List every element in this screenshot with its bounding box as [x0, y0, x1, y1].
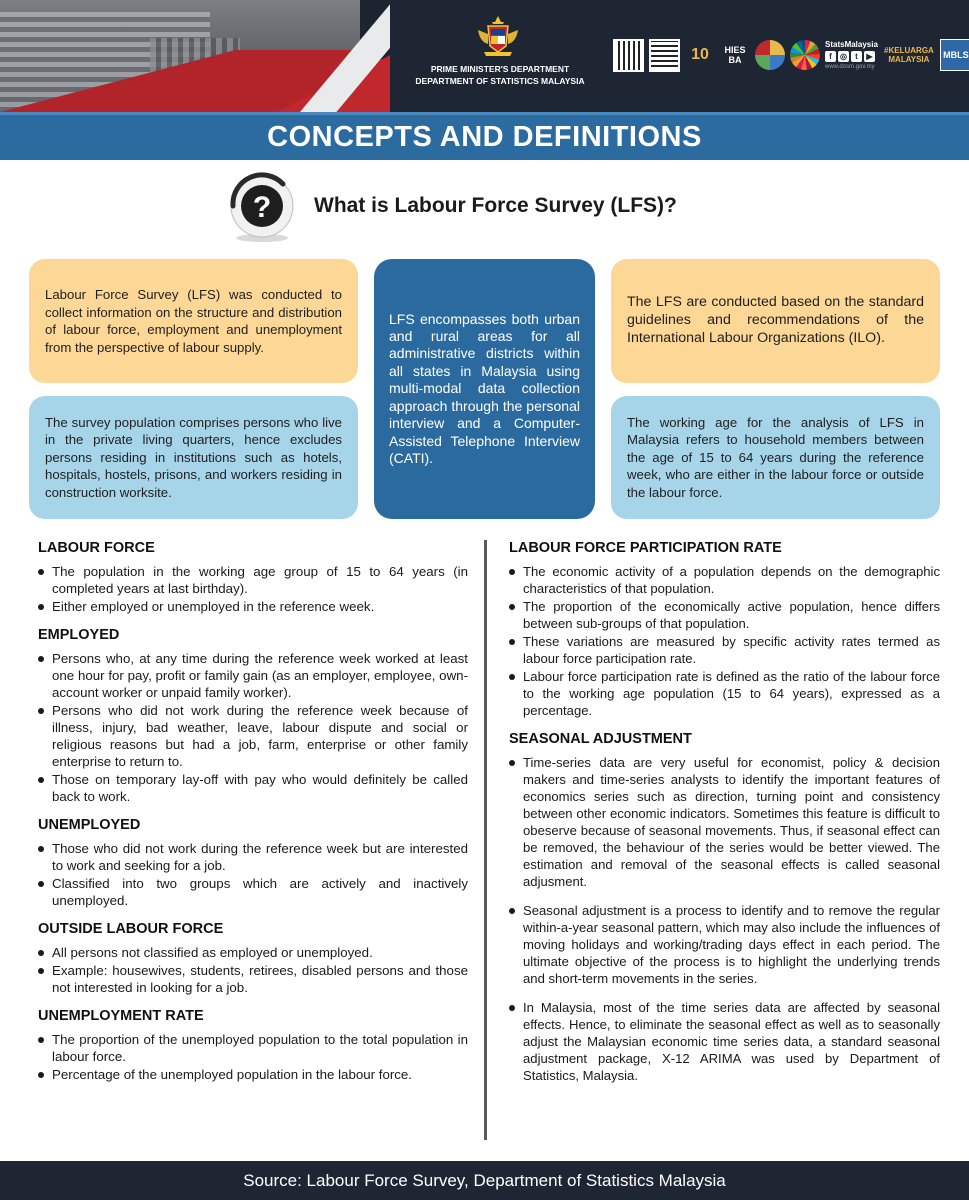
bullet-item [38, 771, 468, 805]
bullet-item [38, 875, 468, 909]
page-header [0, 0, 969, 112]
card-text: The survey population comprises persons who live in the private living quarters, hence excludes persons residing in institutions such as hotels, hospitals, hostels, prisons, and workers residing in construction worksite. [45, 414, 342, 500]
section-title: LABOUR FORCE PARTICIPATION RATE [509, 540, 782, 556]
bullet-item [509, 633, 940, 667]
bullet-text: In Malaysia, most of the time series data are affected by seasonal effects. Hence, to eliminate the seasonal effect as well as to seasonally adjust the Malaysian economic time series data, a standard seasonal adjustment package, X-12 ARIMA was used by Department of Statistics, Malaysia. [523, 1000, 940, 1083]
info-card-purpose [29, 259, 358, 383]
bullet-icon [509, 639, 515, 645]
social-icons [825, 51, 875, 62]
info-card-population [29, 396, 358, 519]
bullet-item [38, 944, 468, 961]
bullet-icon [38, 881, 44, 887]
bullet-text: The proportion of the unemployed population to the total population in labour force. [52, 1032, 468, 1064]
sdg-wheel-icon [790, 40, 820, 70]
bullet-item [509, 668, 940, 719]
bullet-text: Seasonal adjustment is a process to identify and to remove the regular within-a-year seasonal pattern, which may also include the influences of moving holidays and working/trading days effect in each period. The ultimate objective of the process is to highlight the underlying trends and short-term movements in the series. [523, 903, 940, 986]
bullet-icon [38, 656, 44, 662]
section-heading: What is Labour Force Survey (LFS)? [314, 194, 677, 217]
definitions-right-column [509, 540, 940, 1096]
twitter-icon[interactable]: t [851, 51, 862, 62]
section-labour-force [38, 540, 468, 615]
info-card-coverage [374, 259, 595, 519]
svg-text:?: ? [252, 191, 272, 224]
bullet-icon [509, 760, 515, 766]
youtube-icon[interactable]: ▶ [864, 51, 875, 62]
card-text: Labour Force Survey (LFS) was conducted to collect information on the structure and distribution of labour force, employment and unemployment from the perspective of labour supply. [45, 287, 342, 355]
bullet-item [38, 702, 468, 770]
bullet-icon [38, 569, 44, 575]
bullet-item [38, 962, 468, 996]
bullet-item [509, 598, 940, 632]
bullet-item [509, 902, 940, 987]
card-text: The working age for the analysis of LFS in Malaysia refers to household members between the age of 15 to 64 years during the reference week, who are either in the labour force or outside the labour force. [627, 414, 924, 500]
bullet-item [509, 754, 940, 890]
section-title: UNEMPLOYMENT RATE [38, 1008, 204, 1024]
bullet-item [38, 563, 468, 597]
card-text: LFS encompasses both urban and rural areas for all administrative districts within all states in Malaysia using multi-modal data collection approach through the personal interview and a Computer-Assisted Telephone Interview (CATI). [389, 310, 580, 466]
section-title: OUTSIDE LABOUR FORCE [38, 921, 224, 937]
question-mark-icon [221, 170, 303, 244]
section-seasonal-adjustment [509, 731, 940, 1084]
keluarga-malaysia-logo: #KELUARGA MALAYSIA [884, 46, 934, 64]
bullet-item [38, 1066, 468, 1083]
facebook-icon[interactable]: f [825, 51, 836, 62]
bullet-text: Either employed or unemployed in the reference week. [52, 599, 375, 614]
crest-label-line1: PRIME MINISTER'S DEPARTMENT [430, 64, 570, 74]
section-title: LABOUR FORCE [38, 540, 155, 556]
card-text: The LFS are conducted based on the standard guidelines and recommendations of the International Labour Organizations (ILO). [627, 294, 924, 346]
bullet-icon [509, 908, 515, 914]
bullet-text: Classified into two groups which are actively and inactively unemployed. [52, 876, 468, 908]
page-footer [0, 1161, 969, 1200]
bullet-item [509, 999, 940, 1084]
website-url[interactable]: www.dosm.gov.my [825, 64, 875, 70]
section-participation-rate [509, 540, 940, 719]
section-outside-labour-force [38, 921, 468, 996]
info-card-ilo-standards [611, 259, 940, 383]
section-title: UNEMPLOYED [38, 817, 141, 833]
bullet-item [38, 598, 468, 615]
bullet-text: These variations are measured by specific activity rates termed as labour force participation rate. [523, 634, 940, 666]
section-unemployment-rate [38, 1008, 468, 1083]
mbls-logo: MBLS [940, 39, 969, 71]
bullet-icon [38, 968, 44, 974]
bullet-icon [38, 1037, 44, 1043]
bullet-icon [509, 1005, 515, 1011]
department-label [395, 63, 605, 87]
bullet-icon [38, 777, 44, 783]
bullet-text: Those who did not work during the reference week but are interested to work and seeking for a job. [52, 841, 468, 873]
definitions-left-column [38, 540, 468, 1095]
malaysia-coat-of-arms-icon [474, 14, 522, 58]
bullet-item [38, 840, 468, 874]
qr-code-icon[interactable] [649, 39, 680, 72]
info-card-working-age [611, 396, 940, 519]
source-note: Source: Labour Force Survey, Department of Statistics Malaysia [243, 1171, 726, 1190]
census-logo-icon [755, 40, 785, 70]
bullet-icon [509, 569, 515, 575]
section-title: SEASONAL ADJUSTMENT [509, 731, 692, 747]
bullet-text: Example: housewives, students, retirees, disabled persons and those not interested in looking for a job. [52, 963, 468, 995]
hies-logo: HIES BA [724, 45, 746, 65]
bullet-item [38, 1031, 468, 1065]
bullet-text: All persons not classified as employed or unemployed. [52, 945, 373, 960]
instagram-icon[interactable]: ◎ [838, 51, 849, 62]
title-band [0, 112, 969, 160]
bullet-item [38, 650, 468, 701]
stats-malaysia-social [825, 40, 878, 70]
bullet-icon [38, 1072, 44, 1078]
column-divider [484, 540, 487, 1140]
bullet-icon [38, 604, 44, 610]
bullet-icon [509, 604, 515, 610]
bullet-text: Time-series data are very useful for economist, policy & decision makers and time-series analysts to identify the important features of economics series such as direction, turning point and consistency between other economic indicators. Sometimes this feature is difficult to obeserve because of seasonal movements. Thus, if seasonal effect can be removed, the behaviour of the series would be better viewed. The estimation and removal of the seasonal effects is called seasonal adjusment. [523, 755, 940, 889]
bullet-text: Those on temporary lay-off with pay who would definitely be called back to work. [52, 772, 468, 804]
bullet-text: Persons who, at any time during the reference week worked at least one hour for pay, profit or family gain (as an employer, employee, own-account worker or unpaid family worker). [52, 651, 468, 700]
bullet-icon [38, 846, 44, 852]
bullet-icon [38, 708, 44, 714]
section-employed [38, 627, 468, 805]
stats-malaysia-label: StatsMalaysia [825, 40, 878, 49]
bullet-icon [38, 950, 44, 956]
bullet-text: The population in the working age group of 15 to 64 years (in completed years at last birthday). [52, 564, 468, 596]
section-unemployed [38, 817, 468, 909]
qr-code-icon[interactable] [613, 39, 644, 72]
page-title: CONCEPTS AND DEFINITIONS [267, 121, 702, 153]
bullet-text: The economic activity of a population depends on the demographic characteristics of that population. [523, 564, 940, 596]
anniversary-logo: 10 [691, 46, 709, 63]
section-title: EMPLOYED [38, 627, 120, 643]
partner-logos [613, 36, 969, 74]
bullet-text: The proportion of the economically active population, hence differs between sub-groups of that population. [523, 599, 940, 631]
bullet-item [509, 563, 940, 597]
bullet-text: Labour force participation rate is defined as the ratio of the labour force to the working age population (15 to 64 years), expressed as a percentage. [523, 669, 940, 718]
bullet-text: Persons who did not work during the reference week because of illness, injury, bad weather, leave, labour dispute and social or religious reasons but had a job, farm, enterprise or other family enterprise to return to. [52, 703, 468, 769]
bullet-icon [509, 674, 515, 680]
bullet-text: Percentage of the unemployed population in the labour force. [52, 1067, 413, 1082]
crest-label-line2: DEPARTMENT OF STATISTICS MALAYSIA [415, 76, 585, 86]
